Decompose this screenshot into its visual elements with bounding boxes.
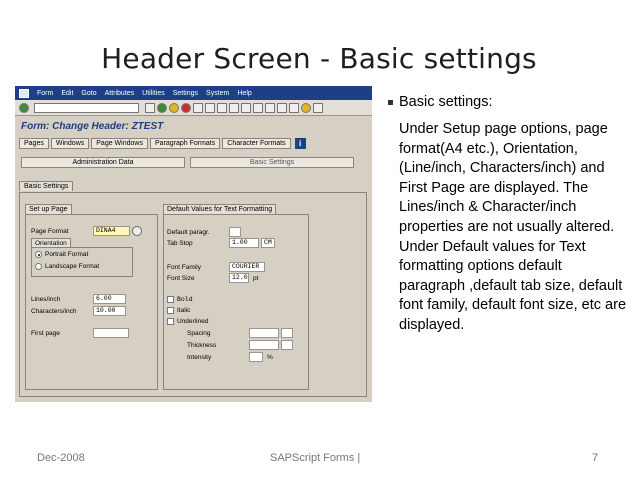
menu-attributes[interactable]: Attributes	[104, 89, 135, 97]
tab-stop-unit[interactable]: CM	[261, 238, 275, 248]
basic-settings-tab: Basic Settings	[19, 181, 73, 191]
lines-inch-input[interactable]: 6.00	[93, 294, 126, 304]
menu-help[interactable]: Help	[237, 89, 252, 97]
command-field[interactable]	[34, 103, 139, 113]
chars-inch-input[interactable]: 10.00	[93, 306, 126, 316]
sap-logo-icon	[19, 89, 29, 98]
toolbar	[15, 100, 372, 116]
basic-settings-button[interactable]: Basic Settings	[190, 157, 354, 168]
portrait-radio[interactable]	[35, 251, 42, 258]
default-paragraph-label: Default paragr.	[167, 229, 210, 236]
underlined-label: Underlined	[177, 318, 209, 325]
prev-page-icon[interactable]	[241, 103, 251, 113]
spacing-input[interactable]	[249, 328, 279, 338]
last-page-icon[interactable]	[265, 103, 275, 113]
tab-pages[interactable]: Pages	[19, 138, 49, 149]
tab-character-formats[interactable]: Character Formats	[222, 138, 290, 149]
body-text: Under Setup page options, page format(A4 etc.), Orientation, (Line/inch, Characters/inch) and First Page are displayed. The Lines/inch & Character/inch properties are not usually altered. Under Default values for Text formatting options default paragraph ,default tab size, default font family, default font size, etc are displayed.	[399, 121, 627, 333]
page-format-input[interactable]: DINA4	[93, 226, 130, 236]
back-icon[interactable]	[157, 103, 167, 113]
intensity-percent: %	[267, 354, 273, 361]
menu-system[interactable]: System	[206, 89, 230, 97]
layout-icon[interactable]	[313, 103, 323, 113]
landscape-radio[interactable]	[35, 263, 42, 270]
spacing-label: Spacing	[187, 330, 211, 337]
setup-page-title: Set up Page	[25, 204, 72, 214]
info-icon[interactable]: i	[295, 138, 306, 149]
spacing-unit[interactable]	[281, 328, 293, 338]
matchcode-icon[interactable]	[132, 226, 142, 236]
intensity-input[interactable]	[249, 352, 263, 362]
tab-page-windows[interactable]: Page Windows	[91, 138, 148, 149]
save-icon[interactable]	[145, 103, 155, 113]
sap-screenshot	[15, 86, 372, 402]
default-values-title: Default Values for Text Formatting	[163, 204, 276, 214]
thickness-unit[interactable]	[281, 340, 293, 350]
slide-title: Header Screen - Basic settings	[101, 42, 537, 75]
menu-edit[interactable]: Edit	[61, 89, 74, 97]
portrait-label: Portrait Format	[45, 251, 89, 258]
landscape-label: Landscape Format	[45, 263, 100, 270]
thickness-label: Thickness	[187, 342, 217, 349]
find-next-icon[interactable]	[217, 103, 227, 113]
tab-stop-label: Tab Stop	[167, 240, 193, 247]
form-title: Form: Change Header: ZTEST	[21, 121, 164, 132]
menu-settings[interactable]: Settings	[172, 89, 199, 97]
enter-icon[interactable]	[19, 103, 29, 113]
font-size-label: Font Size	[167, 275, 195, 282]
font-size-input[interactable]: 12.0	[229, 273, 249, 283]
page-format-label: Page Format	[31, 228, 69, 235]
administration-data-button[interactable]: Administration Data	[21, 157, 185, 168]
first-page-label: First page	[31, 330, 60, 337]
underlined-checkbox[interactable]	[167, 318, 174, 325]
bullet-heading	[388, 94, 493, 110]
tab-strip	[19, 138, 306, 149]
first-page-input[interactable]	[93, 328, 129, 338]
default-paragraph-input[interactable]	[229, 227, 241, 237]
orientation-title: Orientation	[31, 238, 71, 248]
font-family-input[interactable]: COURIER	[229, 262, 265, 272]
find-icon[interactable]	[205, 103, 215, 113]
menu-bar	[15, 86, 372, 100]
session-icon[interactable]	[277, 103, 287, 113]
first-page-icon[interactable]	[229, 103, 239, 113]
menu-utilities[interactable]: Utilities	[142, 89, 165, 97]
tab-stop-input[interactable]: 1.00	[229, 238, 259, 248]
bold-label: Bold	[177, 296, 193, 303]
footer-center: SAPScript Forms |	[270, 452, 361, 464]
intensity-label: Intensity	[187, 354, 212, 361]
chars-inch-label: Characters/inch	[31, 308, 77, 315]
font-family-label: Font Family	[167, 264, 201, 271]
menu-goto[interactable]: Goto	[81, 89, 97, 97]
footer-page-number: 7	[592, 452, 599, 464]
italic-label: Italic	[177, 307, 191, 314]
thickness-input[interactable]	[249, 340, 279, 350]
exit-icon[interactable]	[169, 103, 179, 113]
menu-form[interactable]: Form	[37, 89, 54, 97]
italic-checkbox[interactable]	[167, 307, 174, 314]
next-page-icon[interactable]	[253, 103, 263, 113]
help-icon[interactable]	[301, 103, 311, 113]
tab-paragraph-formats[interactable]: Paragraph Formats	[150, 138, 220, 149]
print-icon[interactable]	[193, 103, 203, 113]
bullet-heading-text: Basic settings:	[399, 94, 493, 110]
cancel-icon[interactable]	[181, 103, 191, 113]
lines-inch-label: Lines/inch	[31, 296, 61, 303]
shortcut-icon[interactable]	[289, 103, 299, 113]
footer-date: Dec-2008	[37, 452, 85, 464]
bullet-square-icon	[388, 100, 393, 105]
bold-checkbox[interactable]	[167, 296, 174, 303]
tab-windows[interactable]: Windows	[51, 138, 89, 149]
font-size-unit: pt	[253, 275, 259, 282]
